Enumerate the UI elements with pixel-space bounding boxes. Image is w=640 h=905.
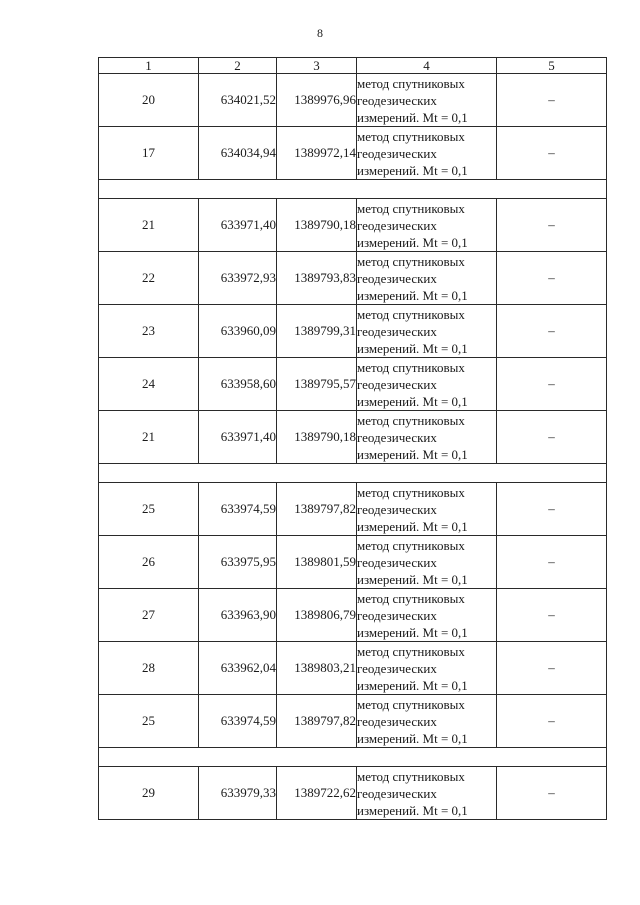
y-coordinate-cell: 1389790,18 (277, 411, 357, 464)
y-coordinate-cell: 1389790,18 (277, 199, 357, 252)
note-cell: – (497, 589, 607, 642)
method-cell (357, 536, 497, 589)
method-cell (357, 642, 497, 695)
method-line: геодезических (357, 376, 437, 392)
separator-cell (99, 180, 607, 199)
method-line: геодезических (357, 713, 437, 729)
method-line: геодезических (357, 270, 437, 286)
method-cell (357, 199, 497, 252)
x-coordinate-cell: 634021,52 (199, 74, 277, 127)
y-coordinate-cell: 1389722,62 (277, 767, 357, 820)
header-col-2: 2 (199, 58, 277, 74)
page-number: 8 (317, 26, 323, 40)
point-number-cell: 17 (99, 127, 199, 180)
method-line: измерений. Mt = 0,1 (357, 446, 468, 462)
note-cell: – (497, 642, 607, 695)
point-number-cell: 25 (99, 483, 199, 536)
method-line: измерений. Mt = 0,1 (357, 677, 468, 693)
table-row (99, 483, 607, 536)
table-row (99, 199, 607, 252)
note-cell: – (497, 199, 607, 252)
table-row (99, 695, 607, 748)
table-row (99, 536, 607, 589)
x-coordinate-cell: 633962,04 (199, 642, 277, 695)
method-line: метод спутниковых (357, 359, 465, 375)
method-line: метод спутниковых (357, 696, 465, 712)
point-number-cell: 20 (99, 74, 199, 127)
method-line: геодезических (357, 323, 437, 339)
point-number-cell: 29 (99, 767, 199, 820)
method-line: измерений. Mt = 0,1 (357, 162, 468, 178)
method-line: измерений. Mt = 0,1 (357, 287, 468, 303)
method-line: геодезических (357, 145, 437, 161)
separator-row (99, 464, 607, 483)
note-cell: – (497, 536, 607, 589)
method-line: метод спутниковых (357, 306, 465, 322)
table-row (99, 74, 607, 127)
method-line: измерений. Mt = 0,1 (357, 393, 468, 409)
method-line: измерений. Mt = 0,1 (357, 340, 468, 356)
y-coordinate-cell: 1389799,31 (277, 305, 357, 358)
header-col-4: 4 (357, 58, 497, 74)
method-line: метод спутниковых (357, 253, 465, 269)
method-line: метод спутниковых (357, 75, 465, 91)
method-line: измерений. Mt = 0,1 (357, 109, 468, 125)
x-coordinate-cell: 634034,94 (199, 127, 277, 180)
method-cell (357, 358, 497, 411)
header-col-3: 3 (277, 58, 357, 74)
point-number-cell: 27 (99, 589, 199, 642)
method-cell (357, 767, 497, 820)
y-coordinate-cell: 1389806,79 (277, 589, 357, 642)
separator-row (99, 748, 607, 767)
table-row (99, 767, 607, 820)
x-coordinate-cell: 633974,59 (199, 483, 277, 536)
x-coordinate-cell: 633971,40 (199, 199, 277, 252)
note-cell: – (497, 411, 607, 464)
note-cell: – (497, 305, 607, 358)
method-line: геодезических (357, 607, 437, 623)
y-coordinate-cell: 1389803,21 (277, 642, 357, 695)
point-number-cell: 28 (99, 642, 199, 695)
method-cell (357, 127, 497, 180)
table-row (99, 642, 607, 695)
x-coordinate-cell: 633979,33 (199, 767, 277, 820)
method-line: измерений. Mt = 0,1 (357, 234, 468, 250)
note-cell: – (497, 695, 607, 748)
header-col-1: 1 (99, 58, 199, 74)
method-line: геодезических (357, 217, 437, 233)
header-col-5: 5 (497, 58, 607, 74)
x-coordinate-cell: 633963,90 (199, 589, 277, 642)
method-line: измерений. Mt = 0,1 (357, 730, 468, 746)
x-coordinate-cell: 633972,93 (199, 252, 277, 305)
table-row (99, 305, 607, 358)
method-line: метод спутниковых (357, 768, 465, 784)
method-cell (357, 252, 497, 305)
coordinates-table (98, 57, 607, 820)
method-cell (357, 695, 497, 748)
x-coordinate-cell: 633971,40 (199, 411, 277, 464)
separator-row (99, 180, 607, 199)
method-line: геодезических (357, 660, 437, 676)
method-line: геодезических (357, 429, 437, 445)
table-body (99, 74, 607, 820)
method-line: метод спутниковых (357, 128, 465, 144)
y-coordinate-cell: 1389797,82 (277, 483, 357, 536)
x-coordinate-cell: 633974,59 (199, 695, 277, 748)
x-coordinate-cell: 633975,95 (199, 536, 277, 589)
note-cell: – (497, 767, 607, 820)
method-line: измерений. Mt = 0,1 (357, 802, 468, 818)
note-cell: – (497, 127, 607, 180)
x-coordinate-cell: 633958,60 (199, 358, 277, 411)
y-coordinate-cell: 1389795,57 (277, 358, 357, 411)
method-line: геодезических (357, 92, 437, 108)
method-line: метод спутниковых (357, 537, 465, 553)
y-coordinate-cell: 1389801,59 (277, 536, 357, 589)
method-line: метод спутниковых (357, 412, 465, 428)
point-number-cell: 25 (99, 695, 199, 748)
y-coordinate-cell: 1389976,96 (277, 74, 357, 127)
method-cell (357, 483, 497, 536)
point-number-cell: 21 (99, 411, 199, 464)
point-number-cell: 26 (99, 536, 199, 589)
method-cell (357, 411, 497, 464)
y-coordinate-cell: 1389793,83 (277, 252, 357, 305)
point-number-cell: 21 (99, 199, 199, 252)
method-line: метод спутниковых (357, 643, 465, 659)
note-cell: – (497, 74, 607, 127)
method-line: геодезических (357, 785, 437, 801)
table-row (99, 252, 607, 305)
method-line: метод спутниковых (357, 484, 465, 500)
method-line: метод спутниковых (357, 590, 465, 606)
note-cell: – (497, 252, 607, 305)
method-line: метод спутниковых (357, 200, 465, 216)
note-cell: – (497, 483, 607, 536)
table-row (99, 589, 607, 642)
table-row (99, 358, 607, 411)
table-row (99, 127, 607, 180)
method-line: геодезических (357, 501, 437, 517)
method-line: измерений. Mt = 0,1 (357, 518, 468, 534)
method-line: измерений. Mt = 0,1 (357, 624, 468, 640)
point-number-cell: 22 (99, 252, 199, 305)
header-row (99, 58, 607, 74)
separator-cell (99, 748, 607, 767)
note-cell: – (497, 358, 607, 411)
table-row (99, 411, 607, 464)
point-number-cell: 24 (99, 358, 199, 411)
method-cell (357, 589, 497, 642)
point-number-cell: 23 (99, 305, 199, 358)
x-coordinate-cell: 633960,09 (199, 305, 277, 358)
method-line: геодезических (357, 554, 437, 570)
y-coordinate-cell: 1389972,14 (277, 127, 357, 180)
method-cell (357, 74, 497, 127)
method-cell (357, 305, 497, 358)
y-coordinate-cell: 1389797,82 (277, 695, 357, 748)
method-line: измерений. Mt = 0,1 (357, 571, 468, 587)
separator-cell (99, 464, 607, 483)
